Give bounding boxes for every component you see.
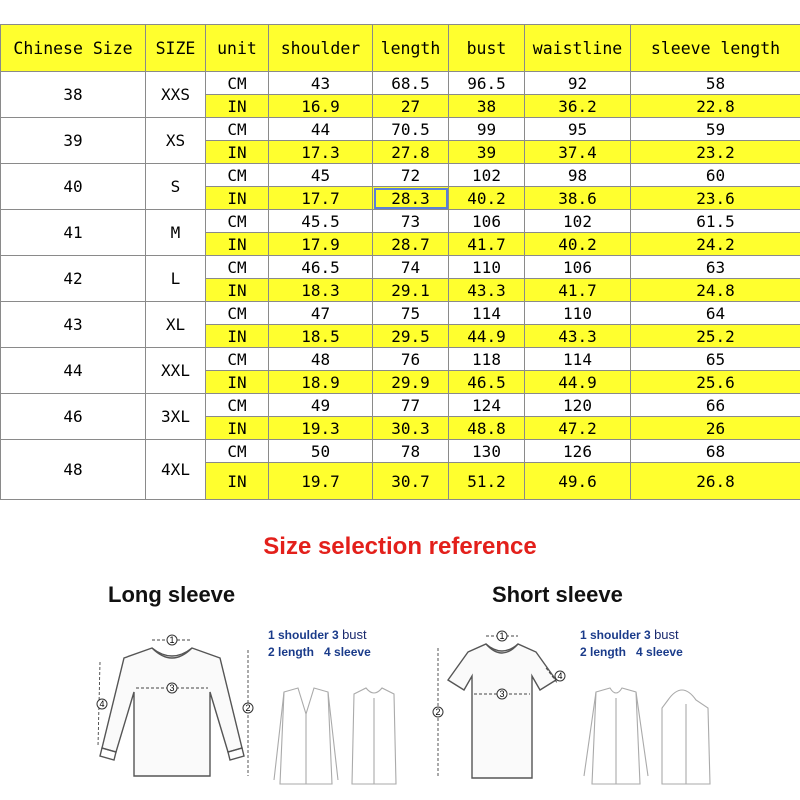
measurement-cm-cell: 74 xyxy=(373,256,449,279)
chinese-size-cell: 41 xyxy=(1,210,146,256)
chinese-size-cell: 43 xyxy=(1,302,146,348)
measurement-in-cell: 16.9 xyxy=(269,95,373,118)
measurement-cm-cell: 68.5 xyxy=(373,72,449,95)
unit-in-cell: IN xyxy=(206,233,269,256)
unit-in-cell: IN xyxy=(206,417,269,440)
size-cell: L xyxy=(146,256,206,302)
chinese-size-cell: 38 xyxy=(1,72,146,118)
measurement-in-cell: 26 xyxy=(631,417,800,440)
unit-cm-cell: CM xyxy=(206,72,269,95)
measurement-cm-cell: 126 xyxy=(525,440,631,463)
size-cell: S xyxy=(146,164,206,210)
unit-in-cell: IN xyxy=(206,95,269,118)
marker-2: 2 xyxy=(435,707,441,717)
measurement-in-cell: 27 xyxy=(373,95,449,118)
measurement-in-cell: 36.2 xyxy=(525,95,631,118)
measurement-cm-cell: 98 xyxy=(525,164,631,187)
long-sleeve-legend xyxy=(268,626,371,661)
measurement-cm-cell: 130 xyxy=(449,440,525,463)
size-cell: 4XL xyxy=(146,440,206,500)
unit-in-cell: IN xyxy=(206,141,269,164)
chinese-size-cell: 46 xyxy=(1,394,146,440)
measurement-cm-cell: 61.5 xyxy=(631,210,800,233)
measurement-cm-cell: 73 xyxy=(373,210,449,233)
measurement-cm-cell: 124 xyxy=(449,394,525,417)
measurement-in-cell: 25.2 xyxy=(631,325,800,348)
measurement-cm-cell: 110 xyxy=(449,256,525,279)
measurement-cm-cell: 44 xyxy=(269,118,373,141)
measurement-cm-cell: 114 xyxy=(449,302,525,325)
measurement-in-cell: 39 xyxy=(449,141,525,164)
unit-cm-cell: CM xyxy=(206,164,269,187)
marker-3: 3 xyxy=(499,689,505,699)
measurement-in-cell: 24.2 xyxy=(631,233,800,256)
measurement-in-cell: 24.8 xyxy=(631,279,800,302)
table-body xyxy=(1,72,800,500)
measurement-in-cell: 47.2 xyxy=(525,417,631,440)
size-chart-table xyxy=(0,24,800,500)
measurement-cm-cell: 102 xyxy=(449,164,525,187)
legend-length: 2 length xyxy=(268,645,315,659)
measurement-cm-cell: 45.5 xyxy=(269,210,373,233)
unit-in-cell: IN xyxy=(206,371,269,394)
measurement-cm-cell: 78 xyxy=(373,440,449,463)
header-size: SIZE xyxy=(146,25,206,72)
size-cell: M xyxy=(146,210,206,256)
measurement-cm-cell: 68 xyxy=(631,440,800,463)
unit-cm-cell: CM xyxy=(206,302,269,325)
legend-shoulder: 1 shoulder xyxy=(580,628,641,642)
short-sleeve-jacket-icons xyxy=(578,684,718,796)
measurement-in-cell: 30.3 xyxy=(373,417,449,440)
measurement-cm-cell: 59 xyxy=(631,118,800,141)
measurement-in-cell: 48.8 xyxy=(449,417,525,440)
short-sleeve-title: Short sleeve xyxy=(492,582,623,607)
chinese-size-cell: 40 xyxy=(1,164,146,210)
table-row-cm xyxy=(1,72,800,95)
measurement-in-cell: 18.5 xyxy=(269,325,373,348)
legend-shoulder: 1 shoulder xyxy=(268,628,329,642)
unit-cm-cell: CM xyxy=(206,210,269,233)
long-sleeve-shirt-diagram xyxy=(96,628,266,798)
measurement-cm-cell: 64 xyxy=(631,302,800,325)
header-unit: unit xyxy=(206,25,269,72)
measurement-cm-cell: 63 xyxy=(631,256,800,279)
measurement-in-cell: 46.5 xyxy=(449,371,525,394)
measurement-in-cell: 29.5 xyxy=(373,325,449,348)
header-length: length xyxy=(373,25,449,72)
measurement-cm-cell: 95 xyxy=(525,118,631,141)
measurement-in-cell: 17.7 xyxy=(269,187,373,210)
measurement-in-cell: 22.8 xyxy=(631,95,800,118)
marker-1: 1 xyxy=(499,631,505,641)
measurement-in-cell: 17.9 xyxy=(269,233,373,256)
measurement-in-cell: 40.2 xyxy=(449,187,525,210)
measurement-in-cell: 23.6 xyxy=(631,187,800,210)
measurement-cm-cell: 70.5 xyxy=(373,118,449,141)
measurement-cm-cell: 120 xyxy=(525,394,631,417)
table-row-cm xyxy=(1,348,800,371)
long-sleeve-jacket-icons xyxy=(270,684,400,796)
legend-num-3: 3 xyxy=(644,628,651,642)
measurement-cm-cell: 60 xyxy=(631,164,800,187)
unit-cm-cell: CM xyxy=(206,440,269,463)
header-chinese-size: Chinese Size xyxy=(1,25,146,72)
chinese-size-cell: 44 xyxy=(1,348,146,394)
table-row-cm xyxy=(1,394,800,417)
measurement-cm-cell: 58 xyxy=(631,72,800,95)
unit-in-cell: IN xyxy=(206,279,269,302)
measurement-cm-cell: 50 xyxy=(269,440,373,463)
header-bust: bust xyxy=(449,25,525,72)
table-row-cm xyxy=(1,440,800,463)
measurement-cm-cell: 48 xyxy=(269,348,373,371)
measurement-cm-cell: 92 xyxy=(525,72,631,95)
chinese-size-cell: 39 xyxy=(1,118,146,164)
measurement-in-cell: 28.7 xyxy=(373,233,449,256)
measurement-in-cell: 41.7 xyxy=(525,279,631,302)
unit-in-cell: IN xyxy=(206,463,269,500)
size-cell: XXL xyxy=(146,348,206,394)
legend-sleeve: 4 sleeve xyxy=(324,645,371,659)
chinese-size-cell: 48 xyxy=(1,440,146,500)
measurement-cm-cell: 47 xyxy=(269,302,373,325)
size-cell: XL xyxy=(146,302,206,348)
unit-cm-cell: CM xyxy=(206,118,269,141)
unit-cm-cell: CM xyxy=(206,394,269,417)
measurement-in-cell: 29.9 xyxy=(373,371,449,394)
measurement-in-cell: 49.6 xyxy=(525,463,631,500)
header-waistline: waistline xyxy=(525,25,631,72)
long-sleeve-title: Long sleeve xyxy=(108,582,236,607)
chinese-size-cell: 42 xyxy=(1,256,146,302)
measurement-cm-cell: 99 xyxy=(449,118,525,141)
measurement-cm-cell: 96.5 xyxy=(449,72,525,95)
marker-2: 2 xyxy=(245,703,251,713)
measurement-in-cell: 30.7 xyxy=(373,463,449,500)
measurement-in-cell: 19.3 xyxy=(269,417,373,440)
measurement-in-cell: 23.2 xyxy=(631,141,800,164)
size-cell: XS xyxy=(146,118,206,164)
short-sleeve-legend xyxy=(580,626,683,661)
size-cell: XXS xyxy=(146,72,206,118)
size-cell: 3XL xyxy=(146,394,206,440)
legend-bust: bust xyxy=(342,627,367,642)
measurement-in-cell: 40.2 xyxy=(525,233,631,256)
measurement-cm-cell: 106 xyxy=(525,256,631,279)
measurement-in-cell[interactable]: 28.3 xyxy=(373,187,449,210)
table-row-cm xyxy=(1,256,800,279)
measurement-cm-cell: 46.5 xyxy=(269,256,373,279)
measurement-in-cell: 38.6 xyxy=(525,187,631,210)
size-reference-caption: Size selection reference xyxy=(263,533,537,560)
unit-cm-cell: CM xyxy=(206,256,269,279)
measurement-in-cell: 41.7 xyxy=(449,233,525,256)
table-row-cm xyxy=(1,210,800,233)
measurement-cm-cell: 118 xyxy=(449,348,525,371)
measurement-cm-cell: 65 xyxy=(631,348,800,371)
measurement-in-cell: 25.6 xyxy=(631,371,800,394)
legend-length: 2 length xyxy=(580,645,627,659)
measurement-in-cell: 44.9 xyxy=(449,325,525,348)
short-sleeve-shirt-diagram xyxy=(428,628,578,798)
table-row-cm xyxy=(1,302,800,325)
measurement-cm-cell: 110 xyxy=(525,302,631,325)
marker-1: 1 xyxy=(169,635,175,645)
measurement-in-cell: 17.3 xyxy=(269,141,373,164)
unit-cm-cell: CM xyxy=(206,348,269,371)
table-row-cm xyxy=(1,164,800,187)
unit-in-cell: IN xyxy=(206,325,269,348)
marker-3: 3 xyxy=(169,683,175,693)
measurement-in-cell: 27.8 xyxy=(373,141,449,164)
measurement-in-cell: 38 xyxy=(449,95,525,118)
measurement-cm-cell: 43 xyxy=(269,72,373,95)
marker-4: 4 xyxy=(99,699,105,709)
header-shoulder: shoulder xyxy=(269,25,373,72)
measurement-in-cell: 43.3 xyxy=(449,279,525,302)
measurement-cm-cell: 76 xyxy=(373,348,449,371)
measurement-in-cell: 26.8 xyxy=(631,463,800,500)
measurement-in-cell: 51.2 xyxy=(449,463,525,500)
measurement-cm-cell: 77 xyxy=(373,394,449,417)
legend-num-3: 3 xyxy=(332,628,339,642)
measurement-in-cell: 43.3 xyxy=(525,325,631,348)
measurement-in-cell: 44.9 xyxy=(525,371,631,394)
measurement-cm-cell: 75 xyxy=(373,302,449,325)
legend-bust: bust xyxy=(654,627,679,642)
header-sleeve-length: sleeve length xyxy=(631,25,800,72)
marker-4: 4 xyxy=(557,671,563,681)
measurement-cm-cell: 66 xyxy=(631,394,800,417)
measurement-cm-cell: 114 xyxy=(525,348,631,371)
measurement-cm-cell: 45 xyxy=(269,164,373,187)
legend-sleeve: 4 sleeve xyxy=(636,645,683,659)
unit-in-cell: IN xyxy=(206,187,269,210)
table-row-cm xyxy=(1,118,800,141)
measurement-in-cell: 18.9 xyxy=(269,371,373,394)
measurement-in-cell: 29.1 xyxy=(373,279,449,302)
table-header-row xyxy=(1,25,800,72)
measurement-cm-cell: 49 xyxy=(269,394,373,417)
measurement-in-cell: 18.3 xyxy=(269,279,373,302)
measurement-in-cell: 19.7 xyxy=(269,463,373,500)
measurement-cm-cell: 102 xyxy=(525,210,631,233)
measurement-in-cell: 37.4 xyxy=(525,141,631,164)
measurement-cm-cell: 72 xyxy=(373,164,449,187)
measurement-cm-cell: 106 xyxy=(449,210,525,233)
